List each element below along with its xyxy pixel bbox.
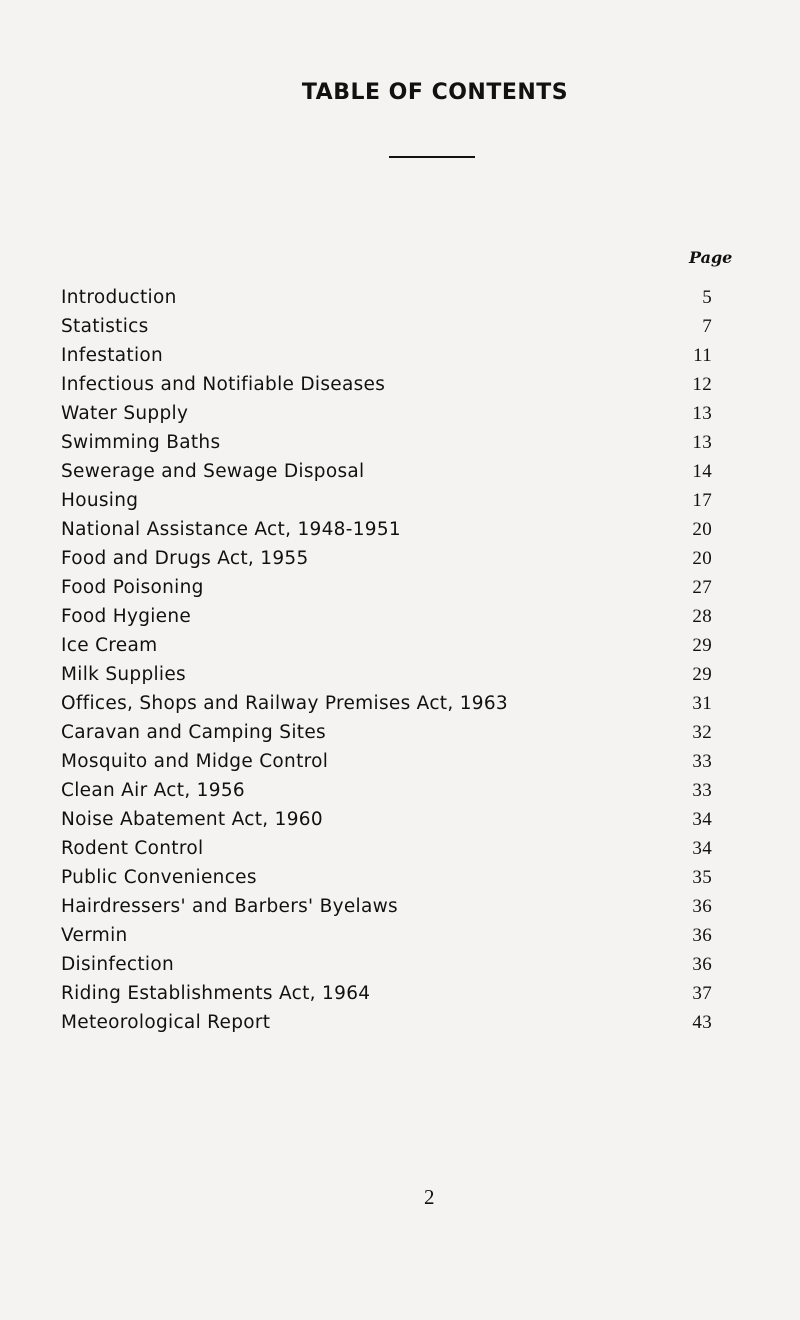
toc-entry-label: Vermin: [61, 921, 134, 950]
toc-entry[interactable]: [61, 747, 712, 776]
toc-entry[interactable]: [61, 718, 712, 747]
toc-entry[interactable]: [61, 515, 712, 544]
toc-entry-page: 11: [693, 345, 712, 366]
toc-entry[interactable]: [61, 544, 712, 573]
toc-entry[interactable]: [61, 341, 712, 370]
toc-entry-page: 36: [692, 925, 712, 946]
toc-entry-page: 31: [692, 693, 712, 714]
toc-entry[interactable]: [61, 776, 712, 805]
toc-entry-page: 29: [692, 664, 712, 685]
toc-entry[interactable]: [61, 1008, 712, 1037]
toc-entry[interactable]: [61, 921, 712, 950]
toc-entry-label: Food Poisoning: [61, 573, 210, 602]
toc-entry-label: Disinfection: [61, 950, 180, 979]
toc-entry-label: Mosquito and Midge Control: [61, 747, 334, 776]
toc-entry-label: Food Hygiene: [61, 602, 197, 631]
title-divider: [389, 156, 475, 158]
toc-entry-page: 20: [692, 519, 712, 540]
toc-entry-label: Infestation: [61, 341, 169, 370]
toc-entry[interactable]: [61, 689, 712, 718]
toc-entry-label: Rodent Control: [61, 834, 209, 863]
toc-entry-label: Public Conveniences: [61, 863, 263, 892]
toc-entry[interactable]: [61, 660, 712, 689]
toc-entry-label: Housing: [61, 486, 144, 515]
toc-entry[interactable]: [61, 573, 712, 602]
page-column-heading: Page: [689, 248, 733, 267]
toc-entry-page: 36: [692, 954, 712, 975]
toc-entry-label: Offices, Shops and Railway Premises Act, 1963: [61, 689, 514, 718]
toc-entry-page: 36: [692, 896, 712, 917]
toc-entry[interactable]: [61, 399, 712, 428]
toc-entry-page: 17: [692, 490, 712, 511]
toc-entry-label: Sewerage and Sewage Disposal: [61, 457, 370, 486]
toc-entry-label: Milk Supplies: [61, 660, 192, 689]
toc-entry-label: Swimming Baths: [61, 428, 226, 457]
toc-entry-label: Noise Abatement Act, 1960: [61, 805, 329, 834]
toc-entry-label: Hairdressers' and Barbers' Byelaws: [61, 892, 404, 921]
toc-entry-page: 28: [692, 606, 712, 627]
toc-entry-page: 13: [692, 432, 712, 453]
toc-entry-label: Riding Establishments Act, 1964: [61, 979, 376, 1008]
toc-entry[interactable]: [61, 834, 712, 863]
toc-entry[interactable]: [61, 370, 712, 399]
toc-entry-label: Clean Air Act, 1956: [61, 776, 251, 805]
toc-entry-page: 43: [692, 1012, 712, 1033]
footer-page-number: 2: [424, 1185, 435, 1209]
toc-entry[interactable]: [61, 979, 712, 1008]
toc-entry-page: 12: [692, 374, 712, 395]
toc-entry[interactable]: [61, 631, 712, 660]
toc-entry-label: Caravan and Camping Sites: [61, 718, 332, 747]
toc-entry-page: 13: [692, 403, 712, 424]
table-of-contents: [61, 283, 712, 1037]
toc-entry-page: 33: [692, 751, 712, 772]
toc-entry-page: 33: [692, 780, 712, 801]
toc-entry-label: National Assistance Act, 1948-1951: [61, 515, 407, 544]
toc-entry-label: Food and Drugs Act, 1955: [61, 544, 315, 573]
toc-entry-label: Statistics: [61, 312, 155, 341]
toc-entry-label: Infectious and Notifiable Diseases: [61, 370, 391, 399]
toc-entry-page: 35: [692, 867, 712, 888]
toc-entry-label: Ice Cream: [61, 631, 163, 660]
toc-entry-label: Water Supply: [61, 399, 194, 428]
toc-entry-page: 5: [702, 287, 712, 308]
toc-entry-page: 20: [692, 548, 712, 569]
toc-entry-page: 37: [692, 983, 712, 1004]
toc-entry[interactable]: [61, 863, 712, 892]
toc-entry[interactable]: [61, 428, 712, 457]
toc-entry-page: 32: [692, 722, 712, 743]
toc-entry[interactable]: [61, 950, 712, 979]
toc-entry[interactable]: [61, 457, 712, 486]
page-title: TABLE OF CONTENTS: [301, 80, 569, 105]
toc-entry-label: Introduction: [61, 283, 183, 312]
toc-entry[interactable]: [61, 486, 712, 515]
toc-entry-page: 34: [692, 809, 712, 830]
toc-entry-page: 34: [692, 838, 712, 859]
toc-entry[interactable]: [61, 283, 712, 312]
toc-entry-page: 14: [692, 461, 712, 482]
toc-entry-label: Meteorological Report: [61, 1008, 276, 1037]
toc-entry[interactable]: [61, 805, 712, 834]
toc-entry[interactable]: [61, 312, 712, 341]
toc-entry[interactable]: [61, 602, 712, 631]
toc-entry-page: 27: [692, 577, 712, 598]
toc-entry[interactable]: [61, 892, 712, 921]
toc-entry-page: 29: [692, 635, 712, 656]
toc-entry-page: 7: [702, 316, 712, 337]
